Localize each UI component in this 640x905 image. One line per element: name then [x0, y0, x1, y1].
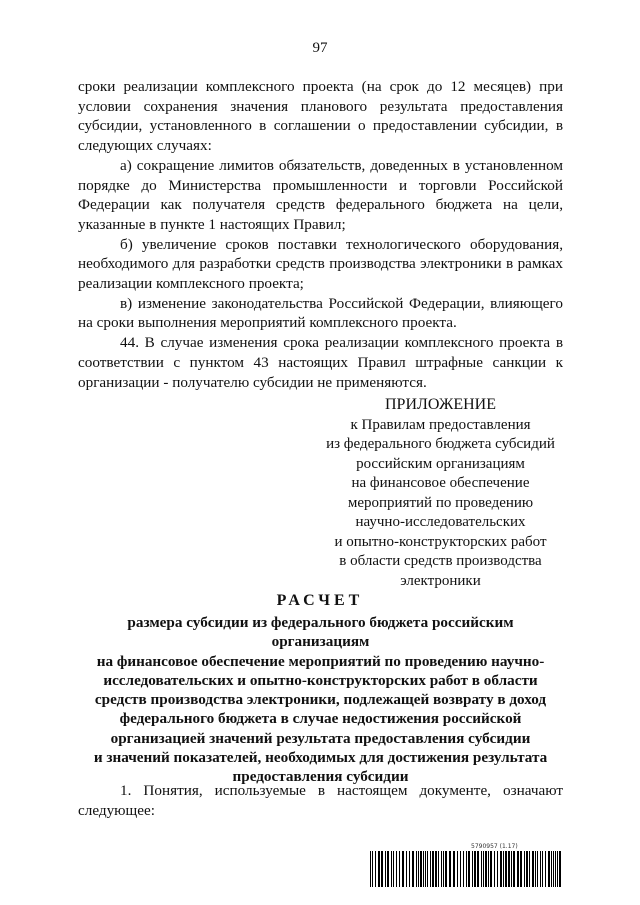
barcode-bar [505, 851, 507, 887]
appendix-line: мероприятий по проведению [347, 494, 534, 511]
barcode-bar [425, 851, 426, 887]
barcode-bar [430, 851, 431, 887]
barcode-bar [460, 851, 461, 887]
barcode-bar [453, 851, 455, 887]
barcode-bar [540, 851, 541, 887]
appendix-heading: ПРИЛОЖЕНИЕ [384, 396, 496, 413]
barcode-bar [466, 851, 467, 887]
barcode-bar [517, 851, 519, 887]
barcode-bar [553, 851, 554, 887]
barcode-bar [427, 851, 428, 887]
paragraph-item-b: б) увеличение сроков поставки технологического оборудования, необходимого для разработки средств производства электроники в рамках реализации комплексного проекта; [78, 235, 563, 293]
section-1-text: 1. Понятия, используемые в настоящем документе, означают следующее: [78, 782, 563, 819]
barcode-bar [385, 851, 386, 887]
subtitle-line: средств производства электроники, подлежащей возврату в доход [94, 691, 547, 709]
barcode-bar [548, 851, 550, 887]
barcode-bar [472, 851, 473, 887]
barcode-icon [370, 851, 564, 887]
barcode-bar [488, 851, 489, 887]
barcode-bar [418, 851, 419, 887]
document-subtitle [78, 613, 563, 787]
paragraph-item-c: в) изменение законодательства Российской Федерации, влияющего на сроки выполнения мероприятий комплексного проекта. [78, 294, 563, 332]
barcode-bar [508, 851, 510, 887]
barcode-bar [443, 851, 444, 887]
barcode-bar [490, 851, 492, 887]
barcode-bar [497, 851, 498, 887]
barcode-bar [557, 851, 558, 887]
barcode-bar [477, 851, 479, 887]
barcode-bar [500, 851, 502, 887]
barcode-bar [551, 851, 552, 887]
barcode-bar [529, 851, 530, 887]
barcode-bar [537, 851, 538, 887]
barcode-bar [406, 851, 407, 887]
body-text [78, 77, 563, 392]
barcode-bar [393, 851, 394, 887]
barcode-bar [391, 851, 392, 887]
barcode-bar [381, 851, 383, 887]
barcode-bar [555, 851, 556, 887]
barcode-bar [526, 851, 528, 887]
barcode-bar [396, 851, 397, 887]
barcode-bar [412, 851, 414, 887]
barcode-bar [378, 851, 380, 887]
barcode-bar [375, 851, 376, 887]
barcode-bar [387, 851, 389, 887]
subtitle-line: и значений показателей, необходимых для достижения результата [93, 749, 548, 767]
barcode-number: 5790957 (1.17) [471, 843, 518, 850]
barcode-bar [445, 851, 447, 887]
barcode-bar [468, 851, 470, 887]
barcode-bar [409, 851, 410, 887]
barcode-bar [532, 851, 534, 887]
appendix-line: на финансовое обеспечение [351, 475, 530, 491]
appendix-line: и опытно-конструкторских работ [334, 533, 547, 550]
subtitle-line: размера субсидии из федерального бюджета российским организациям [127, 614, 514, 651]
section-1 [78, 781, 563, 820]
page-number: 97 [312, 40, 328, 56]
barcode-bar [449, 851, 451, 887]
barcode-bar [423, 851, 424, 887]
barcode-bar [481, 851, 482, 887]
barcode-bar [511, 851, 512, 887]
barcode-bar [399, 851, 400, 887]
subtitle-line: федерального бюджета в случае недостижения российской [119, 710, 522, 728]
barcode-bar [474, 851, 476, 887]
barcode-bar [559, 851, 561, 887]
barcode-bar [485, 851, 487, 887]
subtitle-line: предоставления субсидии [232, 768, 409, 786]
barcode-bar [370, 851, 371, 887]
paragraph-intro: сроки реализации комплексного проекта (на срок до 12 месяцев) при условии сохранения значения планового результата предоставления субсидии, установленного в соглашении о предоставлении субсидии, в следующих случаях: [78, 78, 563, 155]
barcode-bar [520, 851, 522, 887]
paragraph-item-a: а) сокращение лимитов обязательств, доведенных в установленном порядке до Министерства промышленности и торговли Российской Федерации как получателя средств федерального бюджета на цели, указанные в пункте 1 настоящих Правил; [78, 156, 563, 233]
barcode-bar [545, 851, 546, 887]
subtitle-line: организацией значений результата предоставления субсидии [110, 729, 531, 747]
barcode-bar [513, 851, 515, 887]
barcode-bar [420, 851, 422, 887]
barcode-bar [463, 851, 464, 887]
barcode-bar [432, 851, 434, 887]
barcode-bar [503, 851, 504, 887]
paragraph-44: 44. В случае изменения срока реализации комплексного проекта в соответствии с пунктом 43 настоящих Правил штрафные санкции к организации - получателю субсидии не применяются. [78, 334, 563, 391]
appendix-line: российским организациям [356, 455, 525, 472]
barcode-bar [535, 851, 536, 887]
barcode-bar [438, 851, 439, 887]
document-title: РАСЧЕТ [276, 592, 364, 609]
subtitle-line: исследовательских и опытно-конструкторских работ в области [103, 671, 538, 689]
barcode-bar [494, 851, 495, 887]
appendix-line: электроники [400, 572, 481, 589]
barcode-bar [441, 851, 442, 887]
barcode-bar [542, 851, 543, 887]
barcode-bar [457, 851, 458, 887]
subtitle-line: на финансовое обеспечение мероприятий по проведению научно- [96, 652, 545, 670]
appendix-line: из федерального бюджета субсидий [326, 436, 555, 452]
footer-barcode-block [370, 843, 564, 887]
barcode-bar [372, 851, 373, 887]
barcode-bar [483, 851, 484, 887]
appendix-block [318, 395, 563, 591]
barcode-bar [435, 851, 437, 887]
appendix-line: в области средств производства [339, 553, 542, 569]
barcode-bar [416, 851, 417, 887]
barcode-bar [524, 851, 525, 887]
barcode-bar [402, 851, 404, 887]
appendix-line: научно-исследовательских [355, 514, 526, 530]
appendix-line: к Правилам предоставления [350, 416, 531, 433]
